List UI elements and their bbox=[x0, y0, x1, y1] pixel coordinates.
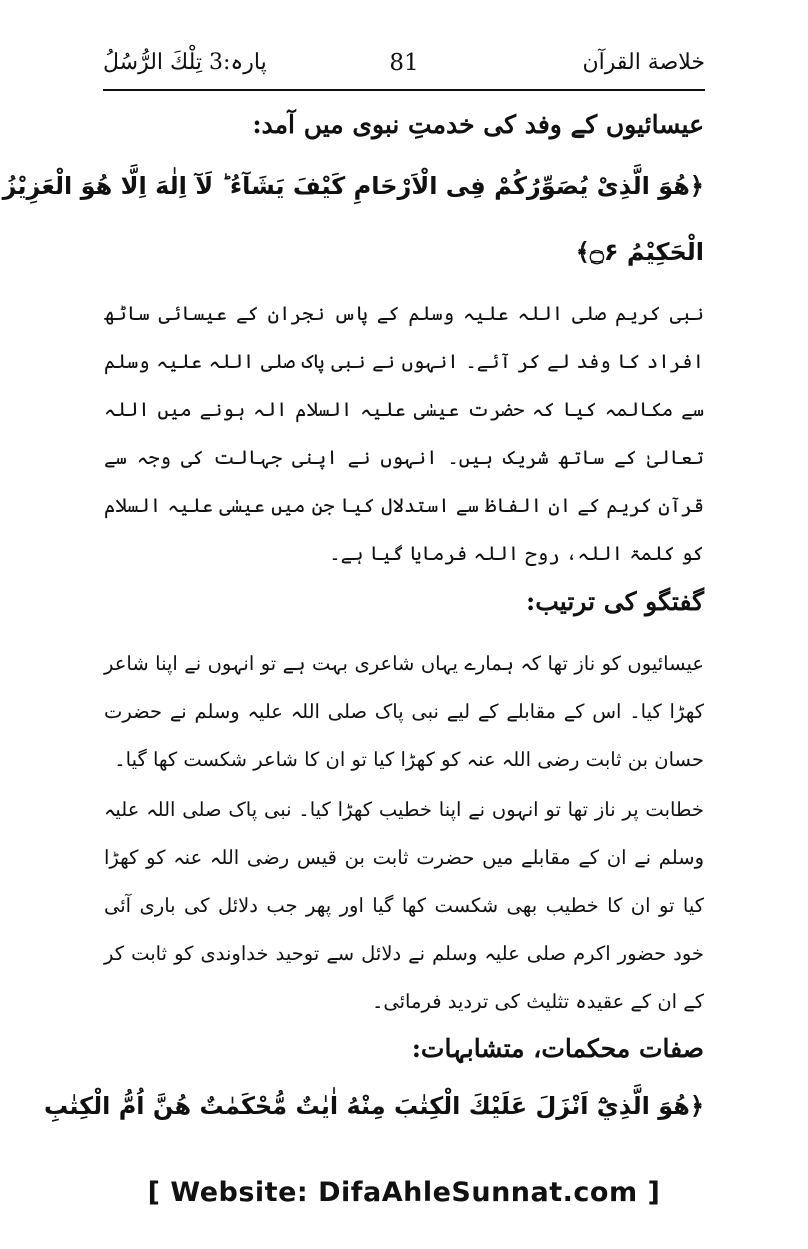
paragraph-text: عیسائیوں کو ناز تھا کہ ہمارے یہاں شاعری بہت ہے تو انہوں نے اپنا شاعر کھڑا کیا۔ اس کے مقابلے کے لیے نبی پاک صلی اللہ علیہ وسلم نے حضرت حسان بن ثابت رضی اللہ عنہ کو کھڑا کیا تو ان کا شاعر شکست کھا گیا۔ bbox=[104, 652, 704, 771]
quran-verse-line-3: ﴿هُوَ الَّذِيْٓ اَنْزَلَ عَلَيْكَ الْكِتٰبَ مِنْهُ اٰيٰتٌ مُّحْكَمٰتٌ هُنَّ اُمُّ الْكِتٰبِ bbox=[43, 1092, 704, 1120]
quran-verse-line-2: الْحَكِيْمُ ۝۶﴾ bbox=[575, 238, 704, 266]
paragraph-text: خطابت پر ناز تھا تو انہوں نے اپنا خطیب کھڑا کیا۔ نبی پاک صلی اللہ علیہ وسلم نے ان کے مقابلے میں حضرت ثابت بن قیس رضی اللہ عنہ کو کھڑا کیا تو ان کا خطیب بھی شکست کھا گیا اور پھر جب دلائل کی باری آئی خود حضور اکرم صلی علیہ وسلم نے دلائل سے توحید خداوندی کو ثابت کر کے ان کے عقیدہ تثلیث کی تردید فرمائی۔ bbox=[104, 798, 704, 1013]
paragraph-delegation bbox=[104, 290, 704, 578]
paragraph-oratory bbox=[104, 786, 704, 1026]
section-heading-conversation: گفتگو کی ترتیب: bbox=[526, 587, 704, 616]
page-number: 81 bbox=[389, 50, 419, 76]
part-label: پارہ:3 تِلْكَ الرُّسُلُ bbox=[103, 50, 267, 75]
header-divider bbox=[103, 89, 705, 91]
quran-verse-line-1: ﴿هُوَ الَّذِىْ يُصَوِّرُكُمْ فِى الْاَرْحَامِ كَيْفَ يَشَآءُ ؕ لَآ اِلٰهَ اِلَّا هُوَ الْعَزِيْزُ bbox=[2, 172, 704, 200]
section-heading-delegation: عیسائیوں کے وفد کی خدمتِ نبوی میں آمد: bbox=[252, 110, 704, 139]
paragraph-text: نبی کریم صلی اللہ علیہ وسلم کے پاس نجران کے عیسائی ساٹھ افراد کا وفد لے کر آئے۔ انہوں نے نبی پاک صلی اللہ علیہ وسلم سے مکالمہ کیا کہ حضرت عیسٰی علیہ السلام الہ ہونے میں اللہ تعالیٰ کے ساتھ شریک ہیں۔ انہوں نے اپنی جہالت کی وجہ سے قرآن کریم کے ان الفاظ سے استدلال کیا جن میں عیسٰی علیہ السلام کو کلمۃ اللہ، روح اللہ فرمایا گیا ہے۔ bbox=[104, 302, 704, 565]
paragraph-poetry bbox=[104, 640, 704, 784]
section-heading-attributes: صفات محکمات، متشابہات: bbox=[411, 1034, 704, 1063]
website-footer: [ Website: DifaAhleSunnat.com ] bbox=[147, 1177, 661, 1208]
page-header bbox=[103, 44, 705, 88]
book-title: خلاصة القرآن bbox=[582, 50, 705, 75]
